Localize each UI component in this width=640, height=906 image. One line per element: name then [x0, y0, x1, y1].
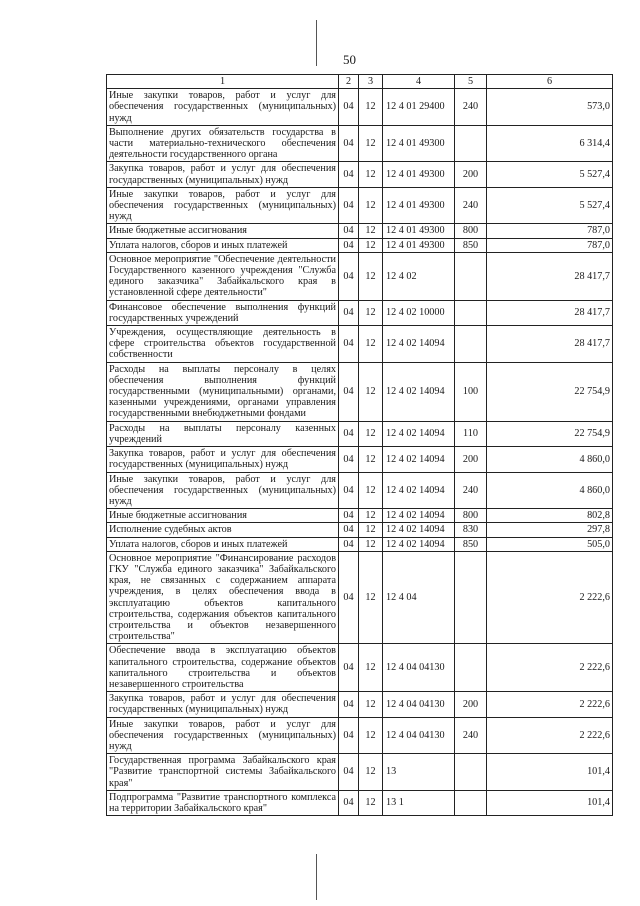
row-subsection-cell: 12	[359, 551, 383, 644]
row-subsection-cell: 12	[359, 421, 383, 446]
row-subsection-cell: 12	[359, 472, 383, 509]
row-subsection-cell: 12	[359, 326, 383, 363]
row-subsection-cell: 12	[359, 692, 383, 717]
row-target-article-cell: 12 4 01 49300	[383, 187, 455, 224]
row-target-article-cell: 12 4 01 49300	[383, 224, 455, 238]
table-row	[107, 362, 613, 421]
row-section-cell: 04	[339, 717, 359, 754]
row-section-cell: 04	[339, 162, 359, 187]
table-row	[107, 252, 613, 300]
row-name-cell: Обеспечение ввода в эксплуатацию объектов капитального строительства, содержание объектов капитального строительства и объектов незавершенного строительства	[107, 644, 339, 692]
row-name-cell: Выполнение других обязательств государства в части материально-технического обеспечения деятельности государственного органа	[107, 125, 339, 162]
row-section-cell: 04	[339, 447, 359, 472]
table-row	[107, 162, 613, 187]
row-name-cell: Исполнение судебных актов	[107, 523, 339, 537]
row-amount-cell: 5 527,4	[487, 162, 613, 187]
row-amount-cell: 22 754,9	[487, 362, 613, 421]
table-row	[107, 754, 613, 791]
row-name-cell: Закупка товаров, работ и услуг для обеспечения государственных (муниципальных) нужд	[107, 692, 339, 717]
row-name-cell: Расходы на выплаты персоналу в целях обеспечения выполнения функций государственными (муниципальными) органами, казенными учреждениями, органами управления государственными внебюджетными фондами	[107, 362, 339, 421]
row-subsection-cell: 12	[359, 509, 383, 523]
row-name-cell: Иные закупки товаров, работ и услуг для обеспечения государственных (муниципальных) нужд	[107, 89, 339, 126]
row-section-cell: 04	[339, 187, 359, 224]
row-subsection-cell: 12	[359, 537, 383, 551]
row-name-cell: Расходы на выплаты персоналу казенных учреждений	[107, 421, 339, 446]
row-subsection-cell: 12	[359, 754, 383, 791]
scan-artifact-top	[316, 20, 317, 66]
row-target-article-cell: 12 4 01 29400	[383, 89, 455, 126]
row-amount-cell: 2 222,6	[487, 692, 613, 717]
table-row	[107, 537, 613, 551]
row-section-cell: 04	[339, 551, 359, 644]
row-amount-cell: 22 754,9	[487, 421, 613, 446]
row-section-cell: 04	[339, 224, 359, 238]
column-header: 6	[487, 75, 613, 89]
row-target-article-cell: 12 4 02 14094	[383, 472, 455, 509]
row-subsection-cell: 12	[359, 717, 383, 754]
row-expense-type-cell	[455, 551, 487, 644]
row-expense-type-cell	[455, 790, 487, 815]
table-row	[107, 717, 613, 754]
row-amount-cell: 101,4	[487, 754, 613, 791]
table-row	[107, 300, 613, 325]
row-name-cell: Иные закупки товаров, работ и услуг для обеспечения государственных (муниципальных) нужд	[107, 717, 339, 754]
table-row	[107, 551, 613, 644]
row-expense-type-cell: 800	[455, 509, 487, 523]
table-row	[107, 790, 613, 815]
table-row	[107, 509, 613, 523]
table-row	[107, 692, 613, 717]
column-header: 2	[339, 75, 359, 89]
row-expense-type-cell: 850	[455, 537, 487, 551]
row-name-cell: Закупка товаров, работ и услуг для обеспечения государственных (муниципальных) нужд	[107, 447, 339, 472]
row-amount-cell: 2 222,6	[487, 717, 613, 754]
row-amount-cell: 4 860,0	[487, 472, 613, 509]
row-target-article-cell: 12 4 01 49300	[383, 162, 455, 187]
table-row	[107, 89, 613, 126]
row-subsection-cell: 12	[359, 447, 383, 472]
row-section-cell: 04	[339, 754, 359, 791]
row-subsection-cell: 12	[359, 89, 383, 126]
row-target-article-cell: 12 4 01 49300	[383, 125, 455, 162]
row-target-article-cell: 12 4 02 14094	[383, 447, 455, 472]
row-amount-cell: 297,8	[487, 523, 613, 537]
row-name-cell: Уплата налогов, сборов и иных платежей	[107, 537, 339, 551]
row-name-cell: Государственная программа Забайкальского края "Развитие транспортной системы Забайкальского края"	[107, 754, 339, 791]
page-number: 50	[343, 52, 356, 67]
row-section-cell: 04	[339, 644, 359, 692]
row-amount-cell: 4 860,0	[487, 447, 613, 472]
row-section-cell: 04	[339, 252, 359, 300]
row-target-article-cell: 12 4 04 04130	[383, 692, 455, 717]
row-amount-cell: 101,4	[487, 790, 613, 815]
row-section-cell: 04	[339, 472, 359, 509]
row-subsection-cell: 12	[359, 790, 383, 815]
row-section-cell: 04	[339, 692, 359, 717]
row-amount-cell: 28 417,7	[487, 300, 613, 325]
row-section-cell: 04	[339, 537, 359, 551]
row-amount-cell: 2 222,6	[487, 644, 613, 692]
row-expense-type-cell	[455, 644, 487, 692]
row-subsection-cell: 12	[359, 162, 383, 187]
table-row	[107, 224, 613, 238]
budget-table	[106, 74, 613, 816]
row-expense-type-cell: 240	[455, 187, 487, 224]
row-subsection-cell: 12	[359, 238, 383, 252]
row-name-cell: Закупка товаров, работ и услуг для обеспечения государственных (муниципальных) нужд	[107, 162, 339, 187]
row-target-article-cell: 12 4 04 04130	[383, 644, 455, 692]
row-section-cell: 04	[339, 300, 359, 325]
row-name-cell: Иные бюджетные ассигнования	[107, 224, 339, 238]
row-name-cell: Подпрограмма "Развитие транспортного комплекса на территории Забайкальского края"	[107, 790, 339, 815]
row-section-cell: 04	[339, 523, 359, 537]
row-section-cell: 04	[339, 125, 359, 162]
table-row	[107, 326, 613, 363]
row-amount-cell: 802,8	[487, 509, 613, 523]
row-section-cell: 04	[339, 89, 359, 126]
row-amount-cell: 28 417,7	[487, 326, 613, 363]
column-header: 4	[383, 75, 455, 89]
row-target-article-cell: 13 1	[383, 790, 455, 815]
row-target-article-cell: 13	[383, 754, 455, 791]
row-subsection-cell: 12	[359, 252, 383, 300]
row-expense-type-cell: 800	[455, 224, 487, 238]
row-amount-cell: 573,0	[487, 89, 613, 126]
row-subsection-cell: 12	[359, 362, 383, 421]
row-section-cell: 04	[339, 421, 359, 446]
row-section-cell: 04	[339, 509, 359, 523]
row-target-article-cell: 12 4 02 14094	[383, 509, 455, 523]
row-target-article-cell: 12 4 02 14094	[383, 326, 455, 363]
table-row	[107, 447, 613, 472]
row-amount-cell: 787,0	[487, 224, 613, 238]
row-expense-type-cell	[455, 300, 487, 325]
row-expense-type-cell	[455, 326, 487, 363]
table-row	[107, 125, 613, 162]
row-target-article-cell: 12 4 01 49300	[383, 238, 455, 252]
column-header: 1	[107, 75, 339, 89]
row-target-article-cell: 12 4 02	[383, 252, 455, 300]
row-amount-cell: 28 417,7	[487, 252, 613, 300]
table-row	[107, 472, 613, 509]
row-name-cell: Основное мероприятие "Обеспечение деятельности Государственного казенного учреждения "Служба единого заказчика" Забайкальского края в установленной сфере деятельности"	[107, 252, 339, 300]
row-name-cell: Иные бюджетные ассигнования	[107, 509, 339, 523]
row-expense-type-cell: 110	[455, 421, 487, 446]
row-expense-type-cell	[455, 754, 487, 791]
row-expense-type-cell: 200	[455, 162, 487, 187]
row-subsection-cell: 12	[359, 224, 383, 238]
row-expense-type-cell: 850	[455, 238, 487, 252]
row-subsection-cell: 12	[359, 644, 383, 692]
row-target-article-cell: 12 4 04 04130	[383, 717, 455, 754]
row-target-article-cell: 12 4 04	[383, 551, 455, 644]
row-section-cell: 04	[339, 790, 359, 815]
row-target-article-cell: 12 4 02 14094	[383, 421, 455, 446]
row-target-article-cell: 12 4 02 14094	[383, 537, 455, 551]
row-name-cell: Учреждения, осуществляющие деятельность в сфере строительства объектов государственной собственности	[107, 326, 339, 363]
row-expense-type-cell: 240	[455, 89, 487, 126]
row-expense-type-cell: 240	[455, 717, 487, 754]
row-name-cell: Иные закупки товаров, работ и услуг для обеспечения государственных (муниципальных) нужд	[107, 187, 339, 224]
row-amount-cell: 787,0	[487, 238, 613, 252]
row-amount-cell: 2 222,6	[487, 551, 613, 644]
row-amount-cell: 6 314,4	[487, 125, 613, 162]
row-amount-cell: 5 527,4	[487, 187, 613, 224]
row-subsection-cell: 12	[359, 523, 383, 537]
row-subsection-cell: 12	[359, 125, 383, 162]
row-target-article-cell: 12 4 02 14094	[383, 362, 455, 421]
row-expense-type-cell: 240	[455, 472, 487, 509]
row-section-cell: 04	[339, 326, 359, 363]
table-row	[107, 187, 613, 224]
table-row	[107, 238, 613, 252]
row-name-cell: Финансовое обеспечение выполнения функций государственных учреждений	[107, 300, 339, 325]
row-expense-type-cell: 200	[455, 692, 487, 717]
row-subsection-cell: 12	[359, 187, 383, 224]
row-name-cell: Уплата налогов, сборов и иных платежей	[107, 238, 339, 252]
row-expense-type-cell	[455, 252, 487, 300]
row-expense-type-cell	[455, 125, 487, 162]
table-row	[107, 644, 613, 692]
row-section-cell: 04	[339, 362, 359, 421]
column-header: 5	[455, 75, 487, 89]
row-expense-type-cell: 200	[455, 447, 487, 472]
row-amount-cell: 505,0	[487, 537, 613, 551]
row-name-cell: Основное мероприятие "Финансирование расходов ГКУ "Служба единого заказчика" Забайкальского края, не связанных с содержанием аппарата учреждения, в целях обеспечения ввода в эксплуатацию объектов капитального строительства, содержания объектов капитального строительства и объектов незавершенного строительства"	[107, 551, 339, 644]
row-expense-type-cell: 100	[455, 362, 487, 421]
scan-artifact-bottom	[316, 854, 317, 900]
row-target-article-cell: 12 4 02 10000	[383, 300, 455, 325]
table-row	[107, 421, 613, 446]
row-target-article-cell: 12 4 02 14094	[383, 523, 455, 537]
column-header: 3	[359, 75, 383, 89]
row-subsection-cell: 12	[359, 300, 383, 325]
row-expense-type-cell: 830	[455, 523, 487, 537]
row-name-cell: Иные закупки товаров, работ и услуг для обеспечения государственных (муниципальных) нужд	[107, 472, 339, 509]
table-header-row	[107, 75, 613, 89]
row-section-cell: 04	[339, 238, 359, 252]
table-row	[107, 523, 613, 537]
